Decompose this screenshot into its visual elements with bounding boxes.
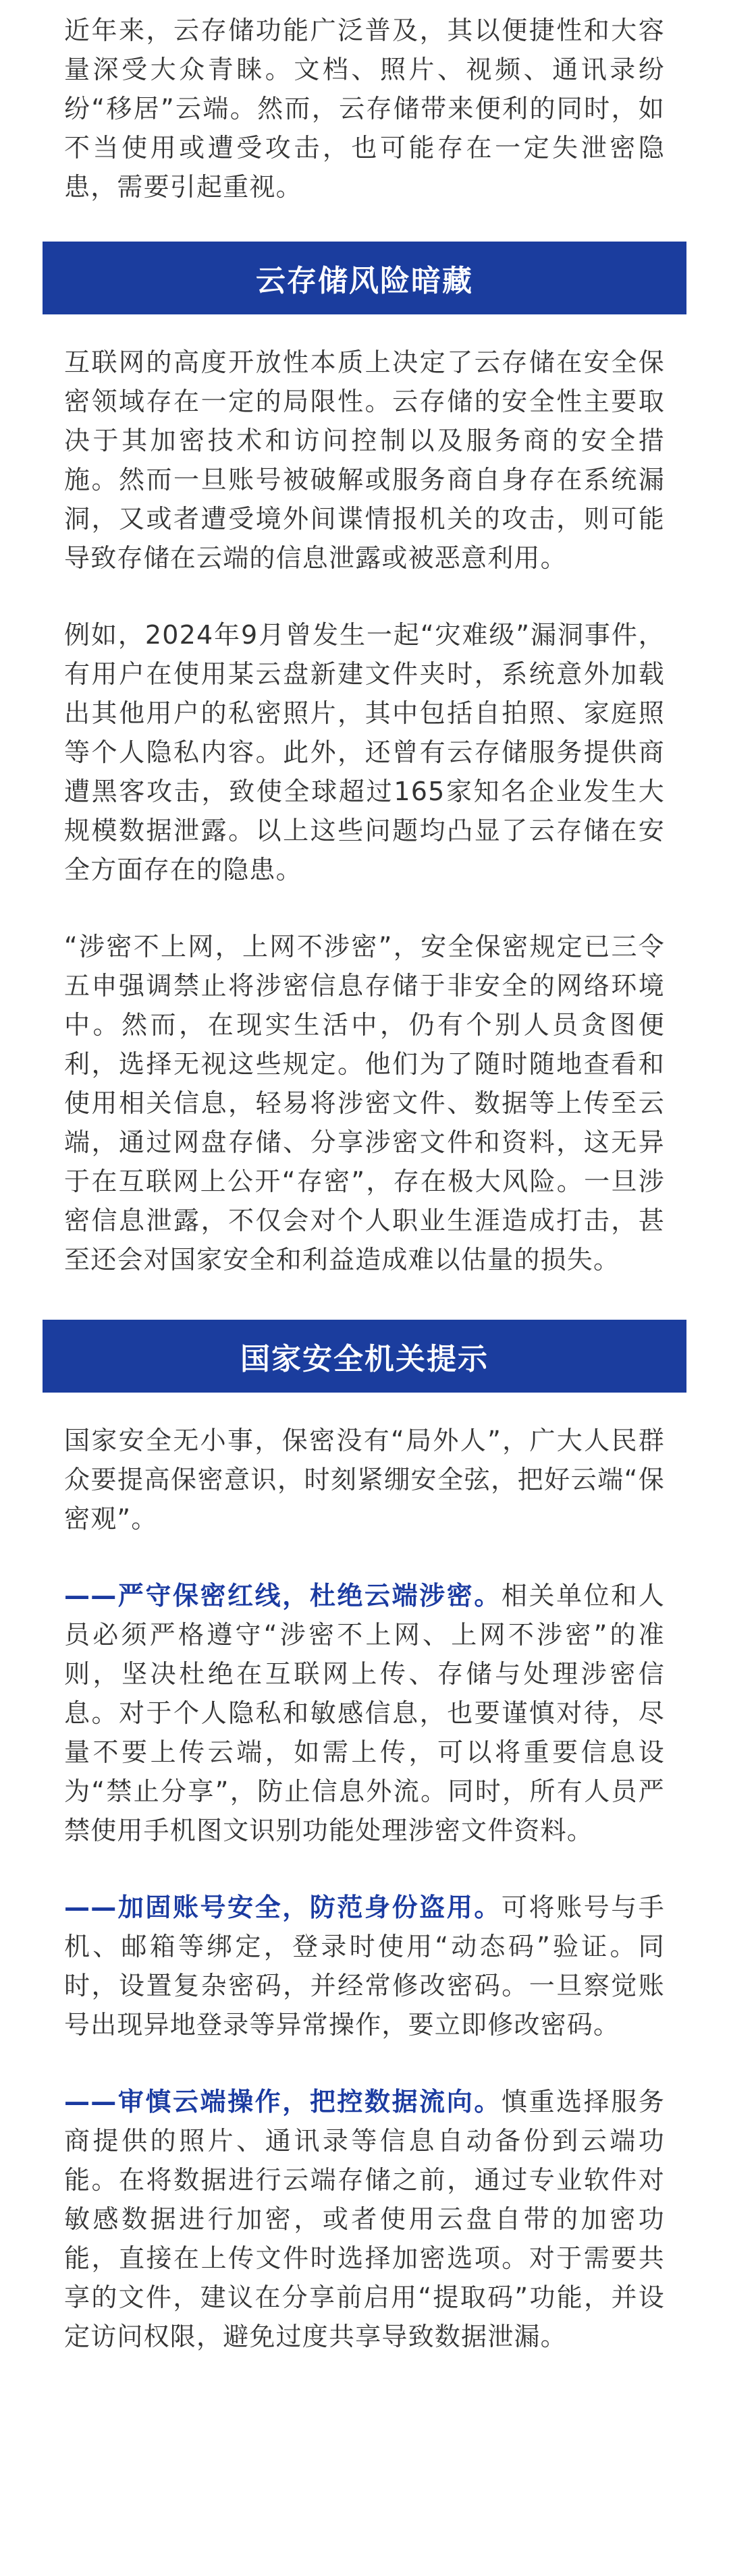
section-title: 云存储风险暗藏	[256, 264, 473, 298]
tip-paragraph-1	[64, 1576, 665, 1850]
tip-paragraph-2	[64, 1888, 665, 2044]
section-banner-security-tips	[43, 1320, 686, 1393]
tip-paragraph-3	[64, 2082, 665, 2356]
intro-paragraph: 近年来，云存储功能广泛普及，其以便捷性和大容量深受大众青睐。文档、照片、视频、通讯录纷纷“移居”云端。然而，云存储带来便利的同时，如不当使用或遭受攻击，也可能存在一定失泄密隐患，需要引起重视。	[64, 16, 665, 202]
risk-paragraph-2: 例如，2024年9月曾发生一起“灾难级”漏洞事件，有用户在使用某云盘新建文件夹时，系统意外加载出其他用户的私密照片，其中包括自拍照、家庭照等个人隐私内容。此外，还曾有云存储服务提供商遭黑客攻击，致使全球超过165家知名企业发生大规模数据泄露。以上这些问题均凸显了云存储在安全方面存在的隐患。	[64, 620, 665, 885]
section-banner-cloud-risk	[43, 242, 686, 314]
tip-heading: ——审慎云端操作，把控数据流向。	[64, 2087, 502, 2117]
section-title: 国家安全机关提示	[240, 1342, 489, 1376]
tip-body: 慎重选择服务商提供的照片、通讯录等信息自动备份到云端功能。在将数据进行云端存储之前，通过专业软件对敏感数据进行加密，或者使用云盘自带的加密功能，直接在上传文件时选择加密选项。对于需要共享的文件，建议在分享前启用“提取码”功能，并设定访问权限，避免过度共享导致数据泄漏。	[64, 2087, 666, 2351]
tips-intro-paragraph: 国家安全无小事，保密没有“局外人”，广大人民群众要提高保密意识，时刻紧绷安全弦，把好云端“保密观”。	[64, 1426, 665, 1534]
tip-body: 可将账号与手机、邮箱等绑定，登录时使用“动态码”验证。同时，设置复杂密码，并经常修改密码。一旦察觉账号出现异地登录等异常操作，要立即修改密码。	[64, 1893, 666, 2040]
tip-heading: ——严守保密红线，杜绝云端涉密。	[64, 1581, 502, 1611]
tip-body: 相关单位和人员必须严格遵守“涉密不上网、上网不涉密”的准则，坚决杜绝在互联网上传、存储与处理涉密信息。对于个人隐私和敏感信息，也要谨慎对待，尽量不要上传云端，如需上传，可以将重要信息设为“禁止分享”，防止信息外流。同时，所有人员严禁使用手机图文识别功能处理涉密文件资料。	[64, 1581, 666, 1845]
risk-paragraph-1: 互联网的高度开放性本质上决定了云存储在安全保密领域存在一定的局限性。云存储的安全性主要取决于其加密技术和访问控制以及服务商的安全措施。然而一旦账号被破解或服务商自身存在系统漏洞，又或者遭受境外间谍情报机关的攻击，则可能导致存储在云端的信息泄露或被恶意利用。	[64, 347, 665, 573]
risk-paragraph-3: “涉密不上网，上网不涉密”，安全保密规定已三令五申强调禁止将涉密信息存储于非安全的网络环境中。然而，在现实生活中，仍有个别人员贪图便利，选择无视这些规定。他们为了随时随地查看和使用相关信息，轻易将涉密文件、数据等上传至云端，通过网盘存储、分享涉密文件和资料，这无异于在互联网上公开“存密”，存在极大风险。一旦涉密信息泄露，不仅会对个人职业生涯造成打击，甚至还会对国家安全和利益造成难以估量的损失。	[64, 932, 665, 1275]
tip-heading: ——加固账号安全，防范身份盗用。	[64, 1893, 502, 1922]
